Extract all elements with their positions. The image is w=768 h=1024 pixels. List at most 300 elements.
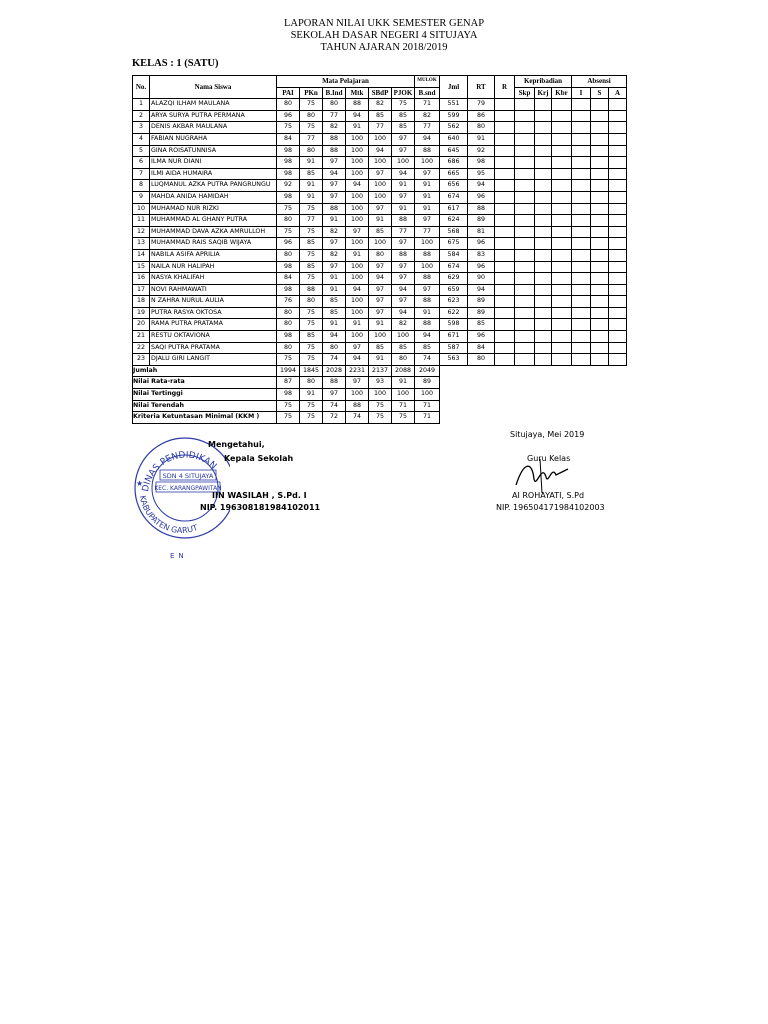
row-number: 15 [133,261,150,273]
report-title: LAPORAN NILAI UKK SEMESTER GENAP [283,18,485,29]
subject-header: Mtk [346,87,369,99]
average-cell: 85 [468,319,495,331]
grade-cell: 98 [277,191,300,203]
table-row [133,307,627,319]
empty-cell [591,284,609,296]
empty-cell [552,99,572,111]
table-row [133,238,627,250]
principal-role: Kepala Sekolah [224,454,294,463]
average-cell: 84 [468,342,495,354]
grade-cell: 91 [392,180,415,192]
empty-cell [552,261,572,273]
empty-cell [572,307,591,319]
empty-cell [609,110,627,122]
empty-cell [572,157,591,169]
empty-cell [552,145,572,157]
table-row [133,354,627,366]
grade-cell: 85 [392,122,415,134]
grade-cell: 75 [300,273,323,285]
summary-blank [440,412,609,424]
personality-header: Skp [515,87,535,99]
grade-cell: 75 [300,203,323,215]
table-row [133,110,627,122]
empty-cell [572,168,591,180]
empty-cell [609,168,627,180]
row-number: 7 [133,168,150,180]
attendance-group-header: Absensi [572,76,627,88]
empty-cell [495,273,515,285]
empty-cell [552,215,572,227]
summary-value: 89 [415,377,440,389]
empty-cell [572,110,591,122]
grade-cell: 94 [346,180,369,192]
student-name: DENIS AKBAR MAULANA [150,122,277,134]
table-row [133,273,627,285]
empty-cell [515,99,535,111]
student-name: MUHAMMAD RAIS SAQIB WIJAYA [150,238,277,250]
empty-cell [572,226,591,238]
empty-cell [609,319,627,331]
total-cell: 622 [440,307,468,319]
total-cell: 623 [440,296,468,308]
grade-cell: 88 [415,319,440,331]
average-cell: 94 [468,284,495,296]
student-name: ALAZQI ILHAM MAULANA [150,99,277,111]
empty-cell [515,133,535,145]
total-cell: 563 [440,354,468,366]
empty-cell [495,110,515,122]
teacher-nip: NIP. 196504171984102003 [496,503,605,512]
grade-cell: 85 [369,226,392,238]
student-name: N ZAHRA NURUL AULIA [150,296,277,308]
row-number: 2 [133,110,150,122]
grade-cell: 76 [277,296,300,308]
grade-cell: 88 [323,133,346,145]
empty-cell [495,122,515,134]
table-row [133,249,627,261]
grade-cell: 75 [300,342,323,354]
empty-cell [535,215,552,227]
student-name: ILMA NUR DIANI [150,157,277,169]
grade-cell: 75 [277,122,300,134]
table-row [133,122,627,134]
subject-header: SBdP [369,87,392,99]
empty-cell [572,238,591,250]
empty-cell [552,273,572,285]
summary-value: 75 [277,400,300,412]
grade-cell: 100 [369,133,392,145]
average-cell: 92 [468,145,495,157]
grade-cell: 100 [415,261,440,273]
table-row [133,191,627,203]
average-cell: 89 [468,307,495,319]
empty-cell [609,191,627,203]
total-cell: 629 [440,273,468,285]
grade-cell: 80 [300,296,323,308]
average-cell: 98 [468,157,495,169]
grade-cell: 100 [346,215,369,227]
total-cell: 674 [440,191,468,203]
grade-cell: 75 [300,122,323,134]
empty-cell [591,145,609,157]
total-cell: 656 [440,180,468,192]
subject-header: PAI [277,87,300,99]
grade-cell: 84 [277,133,300,145]
empty-cell [572,215,591,227]
grade-cell: 98 [277,145,300,157]
empty-cell [535,191,552,203]
table-row [133,203,627,215]
empty-cell [609,180,627,192]
grade-cell: 80 [277,319,300,331]
student-name: RESTU OKTAVIONA [150,331,277,343]
empty-cell [552,331,572,343]
grade-cell: 97 [369,261,392,273]
grade-cell: 94 [369,145,392,157]
empty-cell [515,110,535,122]
empty-cell [572,191,591,203]
average-cell: 95 [468,168,495,180]
summary-row [133,400,627,412]
empty-cell [515,249,535,261]
principal-name: IIN WASILAH , S.Pd. I [212,491,307,500]
empty-cell [495,331,515,343]
summary-value: 75 [392,412,415,424]
empty-cell [515,319,535,331]
average-cell: 83 [468,249,495,261]
grade-cell: 100 [346,145,369,157]
empty-cell [609,273,627,285]
grade-cell: 94 [323,168,346,180]
grade-cell: 91 [415,191,440,203]
grade-cell: 80 [277,215,300,227]
grade-cell: 91 [300,157,323,169]
total-cell: 671 [440,331,468,343]
row-number: 11 [133,215,150,227]
grade-cell: 91 [300,191,323,203]
empty-cell [572,261,591,273]
row-number: 4 [133,133,150,145]
row-number: 20 [133,319,150,331]
empty-cell [495,284,515,296]
grade-cell: 100 [346,331,369,343]
average-cell: 96 [468,261,495,273]
grade-cell: 85 [323,307,346,319]
student-name: FABIAN NUGRAHA [150,133,277,145]
grade-cell: 94 [392,307,415,319]
empty-cell [552,122,572,134]
grade-cell: 97 [369,168,392,180]
grade-cell: 97 [369,203,392,215]
row-number: 1 [133,99,150,111]
grade-cell: 85 [369,342,392,354]
empty-cell [609,157,627,169]
subjects-group-header: Mata Pelajaran [277,76,415,88]
empty-cell [535,261,552,273]
total-cell: 551 [440,99,468,111]
subject-header: PKn [300,87,323,99]
grade-cell: 98 [277,261,300,273]
empty-cell [572,180,591,192]
attendance-header: S [591,87,609,99]
empty-cell [535,331,552,343]
empty-cell [552,249,572,261]
average-cell: 94 [468,180,495,192]
stamp-seal-rim-text: EN [170,552,188,560]
grade-cell: 94 [346,110,369,122]
grade-cell: 96 [277,110,300,122]
summary-label: Nilai Rata-rata [133,377,277,389]
school-stamp [130,430,230,570]
average-cell: 91 [468,133,495,145]
empty-cell [552,110,572,122]
grade-cell: 77 [392,226,415,238]
empty-cell [572,331,591,343]
table-row [133,157,627,169]
grade-cell: 100 [369,238,392,250]
summary-value: 100 [415,389,440,401]
summary-value: 2028 [323,365,346,377]
grade-cell: 97 [323,261,346,273]
grade-cell: 75 [392,99,415,111]
grade-cell: 77 [300,215,323,227]
grade-cell: 97 [369,284,392,296]
summary-blank [440,389,609,401]
col-average-header: RT [468,76,495,99]
empty-cell [535,99,552,111]
empty-cell [591,296,609,308]
summary-value: 1845 [300,365,323,377]
table-row [133,342,627,354]
average-cell: 90 [468,273,495,285]
row-number: 6 [133,157,150,169]
empty-cell [591,168,609,180]
grade-cell: 97 [392,261,415,273]
summary-blank [440,377,609,389]
empty-cell [535,122,552,134]
empty-cell [515,284,535,296]
grade-cell: 71 [415,99,440,111]
grade-cell: 88 [346,99,369,111]
empty-cell [495,168,515,180]
summary-value: 72 [323,412,346,424]
empty-cell [552,296,572,308]
row-number: 5 [133,145,150,157]
empty-cell [609,145,627,157]
col-total-header: Jml [440,76,468,99]
empty-cell [552,203,572,215]
row-number: 3 [133,122,150,134]
grade-cell: 91 [323,273,346,285]
empty-cell [535,168,552,180]
row-number: 10 [133,203,150,215]
grade-cell: 80 [369,249,392,261]
total-cell: 568 [440,226,468,238]
empty-cell [591,261,609,273]
empty-cell [535,238,552,250]
empty-cell [552,319,572,331]
empty-cell [552,226,572,238]
grade-cell: 94 [323,331,346,343]
empty-cell [572,203,591,215]
grade-cell: 94 [415,133,440,145]
mulok-group-header: MULOK [415,76,440,88]
grade-cell: 75 [300,99,323,111]
grade-cell: 75 [300,226,323,238]
student-name: NOVI RAHMAWATI [150,284,277,296]
grade-cell: 75 [300,319,323,331]
grade-cell: 77 [369,122,392,134]
empty-cell [495,226,515,238]
empty-cell [515,168,535,180]
student-name: ARYA SURYA PUTRA PERMANA [150,110,277,122]
summary-value: 88 [323,377,346,389]
empty-cell [609,226,627,238]
summary-value: 80 [300,377,323,389]
empty-cell [535,203,552,215]
average-cell: 80 [468,122,495,134]
grade-cell: 100 [346,261,369,273]
total-cell: 584 [440,249,468,261]
summary-row [133,377,627,389]
grade-cell: 80 [323,342,346,354]
teacher-signature-scribble [512,455,572,495]
empty-cell [591,122,609,134]
row-number: 14 [133,249,150,261]
average-cell: 88 [468,203,495,215]
academic-year: TAHUN AJARAN 2018/2019 [320,42,448,53]
grade-cell: 91 [392,203,415,215]
empty-cell [515,354,535,366]
summary-value: 97 [346,377,369,389]
col-no-header: No. [133,76,150,99]
grade-cell: 96 [277,238,300,250]
grade-cell: 85 [323,296,346,308]
grade-cell: 91 [346,249,369,261]
summary-row [133,412,627,424]
empty-cell [495,307,515,319]
grade-cell: 97 [392,133,415,145]
grade-cell: 82 [369,99,392,111]
grade-cell: 77 [415,122,440,134]
total-cell: 686 [440,157,468,169]
row-number: 13 [133,238,150,250]
summary-value: 75 [369,412,392,424]
empty-cell [535,273,552,285]
grade-cell: 100 [369,157,392,169]
empty-cell [495,319,515,331]
empty-cell [495,180,515,192]
empty-cell [572,122,591,134]
grade-cell: 98 [277,157,300,169]
empty-cell [515,238,535,250]
grade-cell: 98 [277,284,300,296]
school-name: SEKOLAH DASAR NEGERI 4 SITUJAYA [290,30,478,41]
grade-cell: 85 [392,110,415,122]
grade-cell: 82 [323,122,346,134]
grade-cell: 100 [346,307,369,319]
grade-cell: 100 [392,157,415,169]
empty-cell [515,191,535,203]
total-cell: 675 [440,238,468,250]
empty-cell [552,157,572,169]
star-icon: ★ [136,479,144,488]
grade-cell: 97 [415,168,440,180]
empty-cell [572,133,591,145]
summary-value: 93 [369,377,392,389]
empty-cell [515,261,535,273]
summary-label: Nilai Tertinggi [133,389,277,401]
empty-cell [535,296,552,308]
grade-cell: 88 [392,215,415,227]
total-cell: 659 [440,284,468,296]
grade-cell: 97 [392,273,415,285]
student-name: SAQI PUTRA PRATAMA [150,342,277,354]
grade-cell: 98 [277,331,300,343]
empty-cell [515,180,535,192]
empty-cell [572,354,591,366]
row-number: 9 [133,191,150,203]
personality-group-header: Kepribadian [515,76,572,88]
total-cell: 645 [440,145,468,157]
empty-cell [591,133,609,145]
grade-cell: 82 [415,110,440,122]
empty-cell [609,354,627,366]
empty-cell [591,249,609,261]
table-row [133,99,627,111]
student-name: MUHAMAD NUR RIZKI [150,203,277,215]
empty-cell [495,342,515,354]
summary-label: Kriteria Ketuntasan Minimal (KKM ) [133,412,277,424]
grade-cell: 80 [300,110,323,122]
total-cell: 599 [440,110,468,122]
student-name: MUHAMMAD DAVA AZKA AMRULLOH [150,226,277,238]
student-name: NASYA KHALIFAH [150,273,277,285]
empty-cell [609,342,627,354]
row-number: 22 [133,342,150,354]
empty-cell [495,249,515,261]
grade-cell: 82 [323,226,346,238]
empty-cell [515,215,535,227]
table-row [133,133,627,145]
empty-cell [495,203,515,215]
grade-cell: 97 [392,145,415,157]
empty-cell [495,99,515,111]
total-cell: 624 [440,215,468,227]
total-cell: 587 [440,342,468,354]
empty-cell [591,226,609,238]
empty-cell [572,145,591,157]
empty-cell [515,342,535,354]
personality-header: Kbr [552,87,572,99]
empty-cell [552,238,572,250]
subject-header: B.snd [415,87,440,99]
grade-cell: 100 [369,331,392,343]
empty-cell [572,342,591,354]
summary-row [133,389,627,401]
grade-cell: 80 [277,249,300,261]
attendance-header: A [609,87,627,99]
summary-value: 71 [415,400,440,412]
grade-cell: 91 [415,180,440,192]
grade-cell: 77 [323,110,346,122]
empty-cell [515,157,535,169]
empty-cell [591,354,609,366]
row-number: 17 [133,284,150,296]
stamp-school-text: SDN 4 SITUJAYA [162,472,214,480]
grade-cell: 97 [415,215,440,227]
grades-table [132,75,627,424]
